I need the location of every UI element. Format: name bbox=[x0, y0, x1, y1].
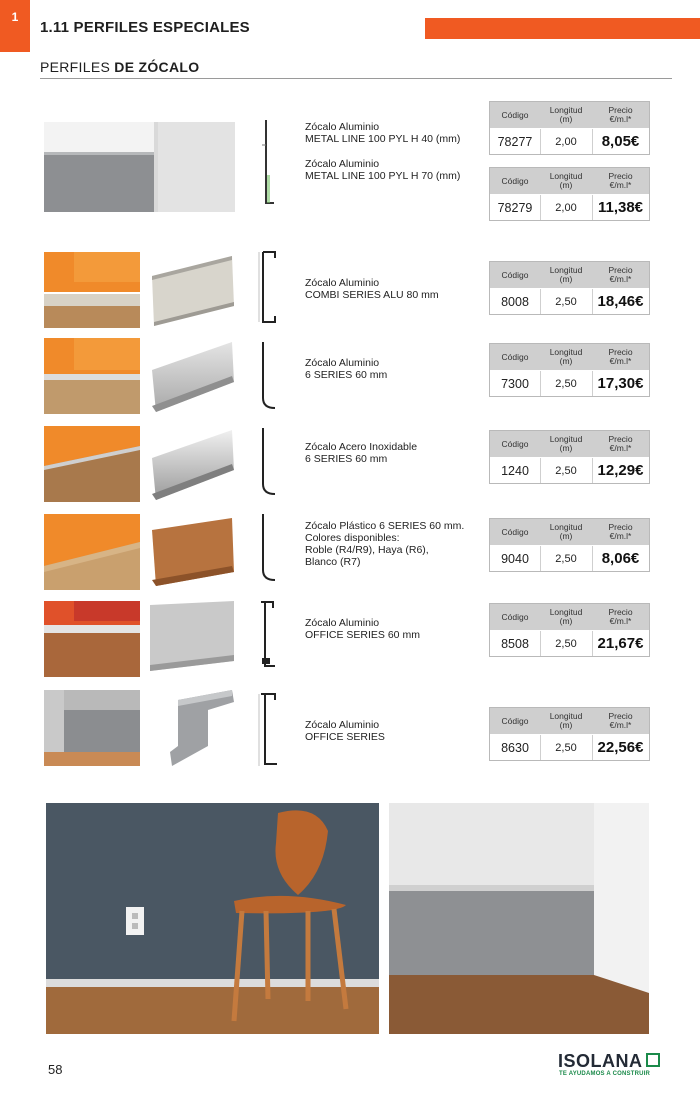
product-length: 2,50 bbox=[555, 464, 577, 477]
product-photo-profile-office60 bbox=[148, 601, 236, 673]
price-table-header bbox=[490, 604, 649, 630]
product-photo-profile-inox bbox=[148, 428, 236, 500]
product-code: 78279 bbox=[497, 200, 533, 215]
product-photo-room-inox bbox=[44, 426, 140, 502]
price-table bbox=[489, 707, 650, 761]
profile-drawing-inox bbox=[255, 422, 285, 500]
product-price: 17,30€ bbox=[597, 375, 644, 392]
header-code: Código bbox=[501, 175, 529, 186]
product-photo-profile-6series bbox=[148, 340, 236, 412]
header-code: Código bbox=[501, 269, 529, 280]
header-price: Precio €/m.l* bbox=[608, 607, 633, 626]
product-length: 2,50 bbox=[555, 637, 577, 650]
subtitle-divider bbox=[40, 78, 672, 79]
price-table-header bbox=[490, 344, 649, 370]
product-price: 22,56€ bbox=[597, 739, 644, 756]
header-length: Longitud (m) bbox=[549, 711, 583, 730]
page-subtitle bbox=[40, 59, 199, 75]
product-photo-metal-line bbox=[44, 122, 235, 212]
header-length: Longitud (m) bbox=[549, 265, 583, 284]
price-table-header bbox=[490, 102, 649, 128]
product-length: 2,00 bbox=[555, 135, 577, 148]
price-table-header bbox=[490, 262, 649, 288]
product-code: 8008 bbox=[501, 294, 529, 309]
product-description: Zócalo Aluminio OFFICE SERIES bbox=[305, 719, 385, 743]
product-price: 8,06€ bbox=[601, 550, 640, 567]
header-code: Código bbox=[501, 109, 529, 120]
product-description: Zócalo Plástico 6 SERIES 60 mm. Colores disponibles: Roble (R4/R9), Haya (R6), Blanco (R7) bbox=[305, 520, 465, 568]
product-price: 12,29€ bbox=[597, 462, 644, 479]
product-photo-room-combi bbox=[44, 252, 140, 328]
header-length: Longitud (m) bbox=[549, 522, 583, 541]
product-code: 8630 bbox=[501, 740, 529, 755]
product-photo-profile-combi bbox=[148, 254, 236, 326]
price-table-header bbox=[490, 168, 649, 194]
product-price: 11,38€ bbox=[597, 199, 644, 216]
product-length: 2,50 bbox=[555, 377, 577, 390]
product-photo-room-6series bbox=[44, 338, 140, 414]
product-description: Zócalo Aluminio METAL LINE 100 PYL H 70 (mm) bbox=[305, 158, 461, 182]
price-table bbox=[489, 518, 650, 572]
product-description: Zócalo Aluminio METAL LINE 100 PYL H 40 (mm) bbox=[305, 121, 461, 145]
header-code: Código bbox=[501, 351, 529, 362]
header-code: Código bbox=[501, 526, 529, 537]
header-price: Precio €/m.l* bbox=[608, 171, 633, 190]
chapter-number: 1 bbox=[11, 10, 19, 24]
brand-logo-word: ISOLANA bbox=[558, 1051, 643, 1071]
header-code: Código bbox=[501, 715, 529, 726]
product-description: Zócalo Aluminio COMBI SERIES ALU 80 mm bbox=[305, 277, 439, 301]
header-length: Longitud (m) bbox=[549, 347, 583, 366]
price-table bbox=[489, 603, 650, 657]
product-price: 18,46€ bbox=[597, 293, 644, 310]
section-title: 1.11 PERFILES ESPECIALES bbox=[40, 19, 250, 36]
header-length: Longitud (m) bbox=[549, 171, 583, 190]
brand-logo-icon bbox=[646, 1053, 660, 1067]
product-price: 8,05€ bbox=[601, 133, 640, 150]
price-table bbox=[489, 261, 650, 315]
product-code: 8508 bbox=[501, 636, 529, 651]
ambient-photo-skirting bbox=[389, 803, 649, 1034]
product-photo-profile-office bbox=[148, 690, 236, 766]
profile-drawing-office bbox=[255, 686, 285, 774]
profile-drawing-combi bbox=[255, 246, 285, 328]
price-table-header bbox=[490, 708, 649, 734]
product-length: 2,50 bbox=[555, 741, 577, 754]
product-code: 78277 bbox=[497, 134, 533, 149]
header-length: Longitud (m) bbox=[549, 434, 583, 453]
profile-drawing-6series bbox=[255, 336, 285, 414]
profile-drawing-office60 bbox=[255, 596, 285, 674]
price-table-header bbox=[490, 519, 649, 545]
product-length: 2,00 bbox=[555, 201, 577, 214]
product-code: 7300 bbox=[501, 376, 529, 391]
product-photo-room-office bbox=[44, 690, 140, 766]
header-code: Código bbox=[501, 611, 529, 622]
product-code: 9040 bbox=[501, 551, 529, 566]
product-photo-room-office60 bbox=[44, 601, 140, 677]
profile-drawing-plastic bbox=[255, 508, 285, 586]
product-length: 2,50 bbox=[555, 552, 577, 565]
subtitle-prefix: PERFILES bbox=[40, 59, 115, 75]
header-accent-bar bbox=[425, 18, 700, 39]
header-length: Longitud (m) bbox=[549, 105, 583, 124]
price-table-header bbox=[490, 431, 649, 457]
header-length: Longitud (m) bbox=[549, 607, 583, 626]
product-description: Zócalo Acero Inoxidable 6 SERIES 60 mm bbox=[305, 441, 418, 465]
header-price: Precio €/m.l* bbox=[608, 347, 633, 366]
product-code: 1240 bbox=[501, 463, 529, 478]
product-price: 21,67€ bbox=[597, 635, 644, 652]
header-price: Precio €/m.l* bbox=[608, 105, 633, 124]
product-photo-room-plastic bbox=[44, 514, 140, 590]
page-number: 58 bbox=[48, 1062, 63, 1077]
header-code: Código bbox=[501, 438, 529, 449]
price-table bbox=[489, 101, 650, 155]
profile-drawing-metal-line bbox=[252, 115, 290, 210]
subtitle-bold: DE ZÓCALO bbox=[114, 59, 200, 75]
header-price: Precio €/m.l* bbox=[608, 522, 633, 541]
header-price: Precio €/m.l* bbox=[608, 711, 633, 730]
brand-tagline: TE AYUDAMOS A CONSTRUIR bbox=[559, 1071, 651, 1077]
chapter-tab bbox=[0, 0, 30, 52]
price-table bbox=[489, 167, 650, 221]
price-table bbox=[489, 430, 650, 484]
header-price: Precio €/m.l* bbox=[608, 434, 633, 453]
product-photo-profile-plastic bbox=[148, 516, 236, 588]
product-description: Zócalo Aluminio 6 SERIES 60 mm bbox=[305, 357, 388, 381]
product-description: Zócalo Aluminio OFFICE SERIES 60 mm bbox=[305, 617, 420, 641]
product-length: 2,50 bbox=[555, 295, 577, 308]
header-price: Precio €/m.l* bbox=[608, 265, 633, 284]
ambient-photo-chair bbox=[46, 803, 379, 1034]
price-table bbox=[489, 343, 650, 397]
